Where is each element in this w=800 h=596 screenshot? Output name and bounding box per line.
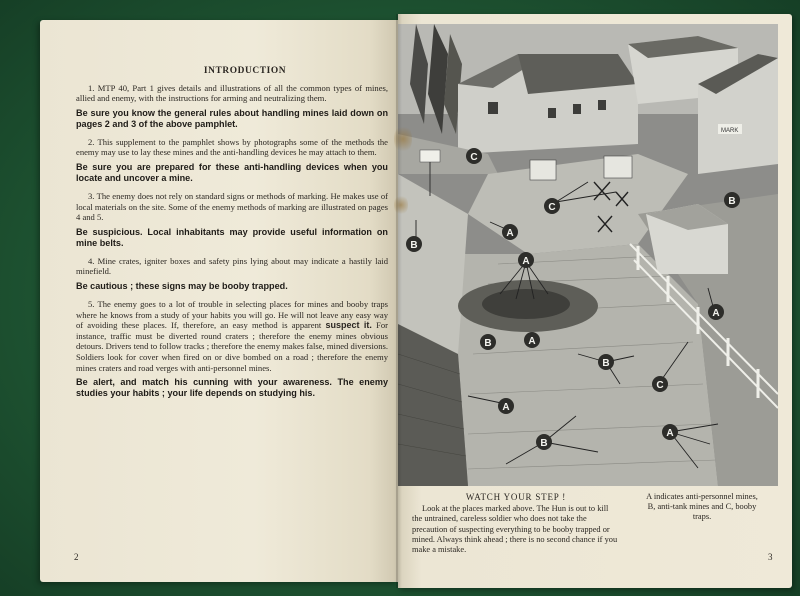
svg-text:B: B <box>540 438 548 449</box>
introduction-heading: INTRODUCTION <box>203 66 287 76</box>
marker-b-top-right <box>724 192 740 208</box>
bold-instruction-4: Be cautious ; these signs may be booby trapped. <box>76 280 288 291</box>
marker-a-wall-gap <box>502 224 518 240</box>
svg-text:B: B <box>602 358 610 369</box>
bold-instruction-1: Be sure you know the general rules about handling mines laid down on pages 2 and 3 of the above pamphlet. <box>76 107 388 129</box>
marker-b-road-bottom <box>536 434 552 450</box>
paragraph-5-part-b: For instance, traffic must be diverted round craters ; therefore the enemy mines obvious detours. Drivers tend to follow tracks ; therefore the enemy makes false, mined diversions. Soldiers look for cover when fired on or dive bombed on a road ; therefore the enemy mines craters and road verges with anti-personnel mines. <box>76 320 389 373</box>
svg-text:A: A <box>502 402 510 413</box>
svg-text:A: A <box>666 428 674 439</box>
village-road-illustration <box>398 24 778 486</box>
marker-c-house <box>466 148 482 164</box>
marker-b-crater-left <box>480 334 496 350</box>
svg-text:B: B <box>410 240 418 251</box>
svg-text:B: B <box>484 338 492 349</box>
marker-c-crates <box>544 198 560 214</box>
svg-text:C: C <box>470 152 478 163</box>
caption-title: WATCH YOUR STEP ! <box>465 492 567 502</box>
svg-text:A: A <box>522 256 530 267</box>
left-page <box>40 20 398 582</box>
marker-a-crater <box>518 252 534 268</box>
marker-b-left <box>406 236 422 252</box>
open-booklet <box>40 14 792 588</box>
paragraph-2: 2. This supplement to the pamphlet shows by photographs some of the methods the enemy may use to lay these mines and the anti-handling devices he may attach to them. <box>76 136 388 158</box>
marker-a-verge-right <box>662 424 678 440</box>
illustration-drawing <box>398 24 778 486</box>
caption-legend: A indicates anti-personnel mines, B, anti-tank mines and C, booby traps. <box>646 492 758 522</box>
caption-main <box>412 492 620 555</box>
marker-c-fence <box>652 376 668 392</box>
mark-sign: MARK <box>721 128 739 134</box>
svg-text:C: C <box>548 202 556 213</box>
page-gutter <box>396 14 402 588</box>
bold-instruction-3: Be suspicious. Local inhabitants may provide useful information on mine belts. <box>76 226 388 248</box>
marker-b-road-middle <box>598 354 614 370</box>
svg-text:B: B <box>728 196 736 207</box>
paragraph-5-part-a: 5. The enemy goes to a lot of trouble in selecting places for mines and booby traps where he knows from a study of your habits you will go. He will not leave any easy way of avoiding these places. If, therefore, an easy method is apparent <box>76 298 388 331</box>
caption-text: Look at the places marked above. The Hun is out to kill the untrained, careless soldier who does not take the precaution of suspecting everything to be booby trapped or mined. Always think ahead ; there is no second chance if you make a mistake. <box>412 504 618 555</box>
svg-text:A: A <box>712 308 720 319</box>
page-number-right: 3 <box>768 552 773 562</box>
svg-text:A: A <box>528 336 536 347</box>
paragraph-5-emphasis: suspect it. <box>325 320 372 331</box>
bold-instruction-2: Be sure you are prepared for these anti-handling devices when you locate and uncover a mine. <box>76 161 388 183</box>
svg-text:C: C <box>656 380 664 391</box>
marker-a-wall-left <box>498 398 514 414</box>
bold-instruction-5: Be alert, and match his cunning with your awareness. The enemy studies your habits ; your life depends on studying his. <box>76 377 388 399</box>
introduction-text <box>76 66 388 406</box>
marker-a-crater-right <box>524 332 540 348</box>
svg-text:A: A <box>506 228 514 239</box>
paragraph-5 <box>76 299 388 373</box>
paragraph-3: 3. The enemy does not rely on standard signs or methods of marking. He makes use of local materials on the site. Some of the enemy methods of marking are illustrated on pages 4 and 5. <box>76 190 388 223</box>
right-page <box>398 14 792 588</box>
paragraph-1: 1. MTP 40, Part 1 gives details and illustrations of all the common types of mines, allied and enemy, with the instructions for arming and neutralizing them. <box>76 82 388 104</box>
paragraph-4: 4. Mine crates, igniter boxes and safety pins lying about may indicate a hastily laid minefield. <box>76 255 388 277</box>
marker-a-shed <box>708 304 724 320</box>
page-number-left: 2 <box>74 552 79 562</box>
